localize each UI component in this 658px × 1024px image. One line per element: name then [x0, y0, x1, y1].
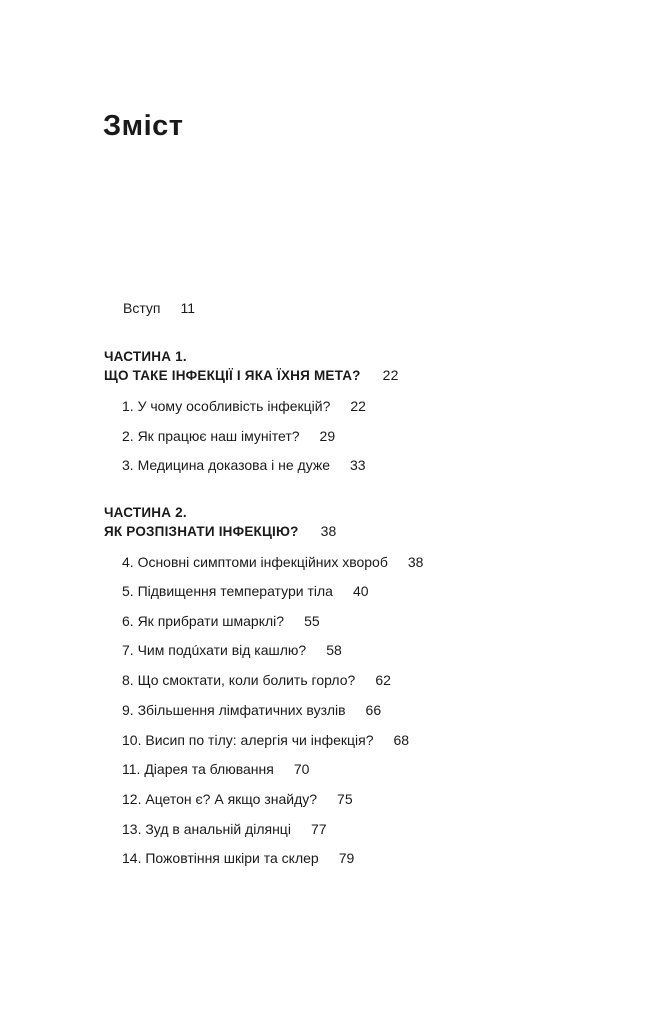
toc-entry-label: 10. Висип по тілу: алергія чи інфекція? [122, 732, 374, 748]
toc-entry[interactable] [122, 552, 423, 572]
toc-entry[interactable] [122, 640, 342, 660]
toc-entry-page: 77 [310, 821, 327, 837]
toc-entry-label: 4. Основні симптоми інфекційних хвороб [122, 554, 388, 570]
toc-entry-page: 68 [393, 732, 410, 748]
toc-entry-label: 6. Як прибрати шмарклі? [122, 613, 285, 629]
toc-entry[interactable] [122, 455, 366, 475]
toc-entry-label: 1. У чому особливість інфекцій? [122, 398, 331, 414]
part-2-title[interactable] [104, 522, 337, 541]
toc-entry-label: 2. Як працює наш імунітет? [122, 428, 300, 444]
toc-entry-page: 62 [375, 672, 391, 688]
toc-entry-label: 5. Підвищення температури тіла [122, 583, 333, 599]
toc-entry[interactable] [122, 730, 409, 750]
toc-entry-page: 79 [338, 850, 355, 866]
toc-entry-page: 38 [407, 554, 424, 570]
toc-entry-intro[interactable] [123, 298, 195, 318]
toc-entry-page: 75 [337, 791, 353, 807]
toc-entry-label: 12. Ацетон є? А якщо знайду? [122, 791, 318, 807]
toc-entry[interactable] [122, 426, 335, 446]
toc-entry[interactable] [122, 581, 369, 601]
part-title-label: ЯК РОЗПІЗНАТИ ІНФЕКЦІЮ? [104, 524, 299, 539]
toc-entry[interactable] [122, 396, 366, 416]
part-1-heading: ЧАСТИНА 1. [104, 349, 187, 364]
toc-entry-page: 70 [293, 761, 310, 777]
toc-entry-label: 13. Зуд в анальній ділянці [122, 821, 291, 837]
toc-entry-label: Вступ [123, 300, 161, 316]
part-title-page: 38 [320, 523, 337, 539]
toc-entry[interactable] [122, 848, 354, 868]
toc-entry[interactable] [122, 700, 381, 720]
toc-entry-page: 66 [365, 702, 382, 718]
page-title: Зміст [103, 110, 184, 142]
toc-entry-page: 22 [350, 398, 366, 414]
toc-entry-page: 55 [304, 613, 320, 629]
toc-entry[interactable] [122, 759, 309, 779]
toc-entry-label: 14. Пожовтіння шкіри та склер [122, 850, 319, 866]
toc-entry[interactable] [122, 819, 327, 839]
toc-entry-label: 9. Збільшення лімфатичних вузлів [122, 702, 346, 718]
toc-entry-label: 3. Медицина доказова і не дуже [122, 457, 331, 473]
toc-entry-page: 58 [326, 642, 342, 658]
toc-entry-label: 11. Діарея та блювання [122, 761, 274, 777]
toc-entry-label: 8. Що смоктати, коли болить горло? [122, 672, 356, 688]
part-title-page: 22 [382, 367, 399, 383]
toc-entry[interactable] [122, 611, 320, 631]
part-1-title[interactable] [104, 366, 399, 385]
toc-entry-page: 11 [180, 300, 196, 316]
toc-entry-page: 40 [352, 583, 369, 599]
toc-entry-page: 33 [350, 457, 366, 473]
toc-entry-page: 29 [319, 428, 336, 444]
part-2-heading: ЧАСТИНА 2. [104, 505, 187, 520]
part-title-label: ЩО ТАКЕ ІНФЕКЦІЇ І ЯКА ЇХНЯ МЕТА? [104, 368, 361, 383]
toc-entry[interactable] [122, 789, 353, 809]
toc-entry[interactable] [122, 670, 391, 690]
toc-entry-label: 7. Чим подúхати від кашлю? [122, 642, 307, 658]
